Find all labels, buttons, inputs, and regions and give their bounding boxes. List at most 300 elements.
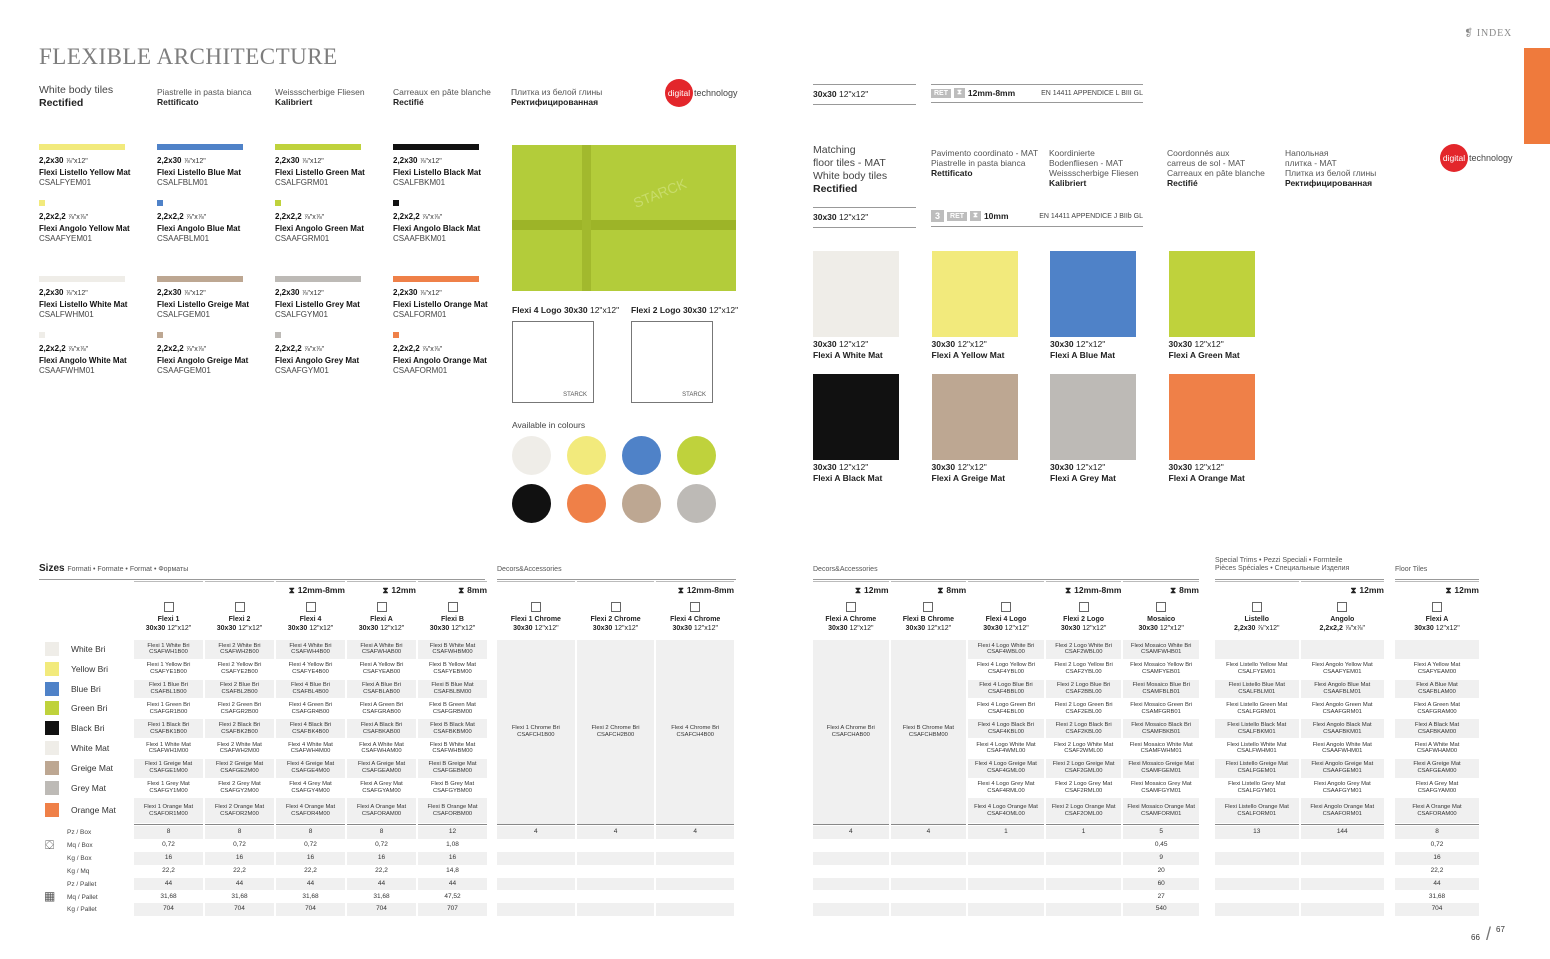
size: 30x30 bbox=[1138, 624, 1158, 632]
table-cell bbox=[1395, 660, 1479, 680]
table-cell bbox=[1123, 759, 1199, 779]
row-label bbox=[45, 682, 101, 696]
tile-name: Flexi Listello Yellow Mat bbox=[39, 167, 131, 177]
flexi2-logo-caption: Flexi 2 Logo 30x30 12"x12" bbox=[631, 305, 739, 315]
tile-name: Flexi Listello Green Mat bbox=[275, 167, 365, 177]
product-name: Flexi B Green Mat bbox=[429, 701, 476, 708]
tile-inch: ⅞"x⅞" bbox=[67, 346, 89, 353]
product-name: Flexi A Black Mat bbox=[1414, 721, 1460, 728]
stat-value: 0,72 bbox=[347, 839, 416, 852]
product-name: Flexi 4 Chrome Bri bbox=[671, 725, 720, 732]
stat-value: 8 bbox=[134, 826, 203, 839]
row-label bbox=[45, 781, 106, 795]
divider bbox=[276, 824, 345, 825]
product-code: CSAFGR4B00 bbox=[291, 708, 330, 715]
stat-value: 16 bbox=[134, 852, 203, 865]
product-name: Flexi Angolo Blue Mat bbox=[1314, 682, 1371, 689]
trim-tile bbox=[275, 200, 400, 245]
product-code: CSAFYEAB00 bbox=[362, 669, 401, 676]
product-code: CSAMFWHM01 bbox=[1140, 748, 1182, 755]
product-code: CSAFCHBM00 bbox=[908, 732, 948, 739]
table-cell bbox=[1046, 680, 1122, 700]
product-code: CSAFGY2M00 bbox=[220, 787, 259, 794]
product-name: Flexi Mosaico Grey Mat bbox=[1130, 781, 1192, 788]
stat-value bbox=[891, 891, 967, 904]
product-code: CSAF2BBL00 bbox=[1065, 688, 1102, 695]
floor-tile-caption bbox=[1169, 339, 1240, 360]
column-name: Flexi 4 Chrome bbox=[670, 616, 721, 623]
colour-circle bbox=[567, 484, 606, 523]
tile-shape-icon bbox=[611, 602, 621, 612]
stat-value bbox=[968, 878, 1044, 891]
product-name: Flexi B Orange Mat bbox=[427, 803, 478, 810]
product-name: Flexi 1 Green Bri bbox=[146, 701, 191, 708]
stat-value: 704 bbox=[1395, 903, 1479, 916]
floor-tile-caption bbox=[1169, 462, 1245, 483]
tile-name: Flexi Angolo Blue Mat bbox=[157, 223, 241, 233]
tile-inch: ⅞"x⅞" bbox=[303, 346, 325, 353]
stat-value bbox=[1215, 891, 1299, 904]
product-name: Flexi 2 Logo Black Bri bbox=[1055, 721, 1112, 728]
stat-value bbox=[968, 903, 1044, 916]
tile-name: Flexi Listello Black Mat bbox=[393, 167, 482, 177]
product-code: CSAF4OML00 bbox=[987, 810, 1025, 817]
stat-value: 4 bbox=[813, 826, 889, 839]
tile-code: CSAAFBLM01 bbox=[157, 234, 210, 243]
table-cell bbox=[1046, 798, 1122, 824]
stat-value: 20 bbox=[1123, 865, 1199, 878]
column-size bbox=[497, 625, 575, 634]
thickness-label: ⧗ 12mm-8mm bbox=[677, 585, 735, 595]
tile-inch: ⅞"x12" bbox=[301, 158, 324, 165]
row-swatch bbox=[45, 781, 59, 795]
product-code: CSAFWHAM00 bbox=[1416, 748, 1458, 755]
product-code: CSAAFGRM01 bbox=[1322, 708, 1362, 715]
tile-code: CSAAFGYM01 bbox=[275, 366, 329, 375]
table-cell bbox=[1301, 680, 1385, 700]
product-name: Flexi 2 Logo Green Bri bbox=[1054, 701, 1113, 708]
trim-tile-label bbox=[275, 288, 400, 321]
trim-tile-label bbox=[39, 156, 164, 189]
product-code: CSAFGRAB00 bbox=[362, 708, 401, 715]
stat-value: 22,2 bbox=[134, 865, 203, 878]
tile-shape-icon bbox=[1252, 602, 1262, 612]
table-cell bbox=[968, 660, 1044, 680]
divider bbox=[1215, 579, 1384, 580]
stat-value bbox=[1046, 852, 1122, 865]
column-header bbox=[1123, 602, 1199, 633]
size: 30x30 bbox=[1060, 624, 1081, 632]
trim-tile bbox=[39, 332, 164, 377]
table-cell bbox=[577, 640, 655, 824]
angolo-swatch bbox=[39, 200, 45, 206]
product-code: CSAFWH1M00 bbox=[148, 748, 189, 755]
divider bbox=[891, 824, 967, 825]
trim-tile-label bbox=[157, 156, 282, 189]
row-swatch bbox=[45, 662, 59, 676]
tile-name: Flexi A Blue Mat bbox=[1050, 349, 1116, 360]
stat-value bbox=[1301, 903, 1385, 916]
divider bbox=[656, 581, 734, 582]
product-code: CSALFGYM01 bbox=[1237, 787, 1276, 794]
tile-shape-icon bbox=[923, 602, 933, 612]
table-cell bbox=[347, 640, 416, 660]
row-label bbox=[45, 741, 109, 755]
product-code: CSAF2RML00 bbox=[1064, 787, 1103, 794]
tile-name: Flexi A Black Mat bbox=[813, 472, 883, 483]
table-cell bbox=[497, 640, 575, 824]
tile-name: Flexi A Yellow Mat bbox=[931, 349, 1005, 360]
table-cell bbox=[1395, 680, 1479, 700]
product-code: CSAFGYBM00 bbox=[433, 787, 472, 794]
column-header bbox=[418, 602, 487, 633]
stat-value: 0,72 bbox=[205, 839, 274, 852]
column-header bbox=[1215, 602, 1299, 633]
tile-size: 2,2x30 bbox=[157, 156, 182, 165]
spec-header-1: RET ⧗ 12mm-8mm EN 14411 APPENDICE L BIII GL bbox=[931, 84, 1143, 103]
divider bbox=[347, 581, 416, 582]
table-cell bbox=[276, 680, 345, 700]
table-cell bbox=[1215, 699, 1299, 719]
product-name: Flexi 2 Blue Bri bbox=[220, 682, 259, 689]
product-name: Flexi B White Mat bbox=[429, 741, 476, 748]
stat-value bbox=[968, 865, 1044, 878]
tile-name: Flexi Angolo Greige Mat bbox=[157, 355, 249, 365]
table-cell bbox=[276, 640, 345, 660]
table-cell bbox=[1395, 719, 1479, 739]
column-size bbox=[134, 625, 203, 634]
product-code: CSALFORM01 bbox=[1237, 810, 1277, 817]
table-cell bbox=[134, 660, 203, 680]
divider bbox=[656, 824, 734, 825]
product-name: Flexi Angolo Greige Mat bbox=[1311, 761, 1374, 768]
size-inch: ⅞"x⅞" bbox=[1344, 624, 1365, 632]
tile-name: Flexi Listello White Mat bbox=[39, 299, 128, 309]
product-name: Flexi A Grey Mat bbox=[1415, 781, 1459, 788]
tile-inch: ⅞"x12" bbox=[183, 158, 206, 165]
product-name: Flexi 4 Blue Bri bbox=[291, 682, 330, 689]
product-code: CSAAFWHM01 bbox=[1322, 748, 1363, 755]
product-code: CSAF2GML00 bbox=[1064, 768, 1103, 775]
product-name: Flexi Listello White Mat bbox=[1226, 741, 1287, 748]
tile-size: 30x30 bbox=[931, 339, 956, 349]
table-cell bbox=[1215, 660, 1299, 680]
product-code: CSAFGEAM00 bbox=[1417, 768, 1457, 775]
product-code: CSALFWHM01 bbox=[1236, 748, 1277, 755]
table-cell bbox=[134, 798, 203, 824]
table-cell bbox=[1301, 798, 1385, 824]
product-code: CSAFCHAB00 bbox=[831, 732, 870, 739]
column-name: Flexi 1 Chrome bbox=[510, 616, 561, 623]
tile-size: 2,2x2,2 bbox=[157, 344, 184, 353]
table-cell bbox=[1395, 699, 1479, 719]
stat-value: 16 bbox=[1395, 852, 1479, 865]
trim-tile bbox=[275, 332, 400, 377]
tile-inch: ⅞"x⅞" bbox=[303, 214, 325, 221]
product-code: CSAMFGEM01 bbox=[1141, 768, 1182, 775]
column-size bbox=[418, 625, 487, 634]
product-code: CSAFGYAM00 bbox=[1417, 787, 1457, 794]
product-code: CSAFORAM00 bbox=[361, 810, 402, 817]
tile-inch: 12"x12" bbox=[1076, 339, 1106, 349]
index-label: INDEX bbox=[1476, 28, 1512, 39]
tile-size: 2,2x2,2 bbox=[275, 212, 302, 221]
stat-value bbox=[891, 839, 967, 852]
column-size bbox=[1301, 625, 1385, 634]
table-cell bbox=[347, 719, 416, 739]
size: 30x30 bbox=[905, 624, 926, 632]
stat-value: 5 bbox=[1123, 826, 1199, 839]
floor-tile-swatch bbox=[1169, 374, 1255, 460]
floor-tile-caption bbox=[813, 339, 883, 360]
section-tab[interactable] bbox=[1524, 48, 1550, 144]
product-code: CSALFGRM01 bbox=[1237, 708, 1277, 715]
tile-name: Flexi Angolo Orange Mat bbox=[393, 355, 487, 365]
row-label-text: White Mat bbox=[71, 743, 110, 753]
trim-tile-label bbox=[393, 344, 518, 377]
trim-tile bbox=[157, 332, 282, 377]
product-name: Flexi B Yellow Mat bbox=[428, 662, 477, 669]
stat-value: 704 bbox=[276, 903, 345, 916]
product-name: Flexi 1 Yellow Bri bbox=[146, 662, 191, 669]
thickness-icon: ⧗ bbox=[1350, 585, 1357, 595]
tile-name: Flexi Angolo Black Mat bbox=[393, 223, 481, 233]
table-cell bbox=[205, 640, 274, 660]
product-code: CSAFOR2M00 bbox=[220, 810, 259, 817]
stat-value: 16 bbox=[418, 852, 487, 865]
stat-value bbox=[577, 839, 655, 852]
product-code: CSAAFBLM01 bbox=[1323, 688, 1362, 695]
product-code: CSAFGE4M00 bbox=[291, 768, 330, 775]
product-code: CSAFWH4B00 bbox=[291, 649, 330, 656]
table-cell bbox=[968, 779, 1044, 799]
thickness-label: ⧗ 12mm bbox=[1350, 585, 1384, 595]
tile-code: CSAAFGEM01 bbox=[157, 366, 211, 375]
table-cell bbox=[205, 779, 274, 799]
tile-name: Flexi A Orange Mat bbox=[1168, 472, 1245, 483]
column-size bbox=[813, 625, 889, 634]
stat-value bbox=[1301, 852, 1385, 865]
stat-value bbox=[813, 865, 889, 878]
trim-tile bbox=[275, 276, 400, 321]
product-name: Flexi B Blue Mat bbox=[431, 682, 474, 689]
colour-circle bbox=[512, 436, 551, 475]
tile-name: Flexi Listello Greige Mat bbox=[157, 299, 250, 309]
trim-tile-label bbox=[275, 156, 400, 189]
table-cell bbox=[1123, 779, 1199, 799]
product-name: Flexi 1 White Mat bbox=[146, 741, 191, 748]
listello-swatch bbox=[275, 276, 361, 282]
tile-code: CSALFORM01 bbox=[393, 310, 447, 319]
table-cell bbox=[1395, 640, 1479, 660]
stat-value: 60 bbox=[1123, 878, 1199, 891]
product-code: CSAFYE2B00 bbox=[221, 669, 258, 676]
trim-tile bbox=[393, 200, 518, 245]
table-cell bbox=[1215, 798, 1299, 824]
product-name: Flexi 4 Logo Black Bri bbox=[977, 721, 1035, 728]
floor-tile-caption bbox=[1050, 462, 1116, 483]
page-separator: / bbox=[1486, 924, 1492, 944]
stat-label: Pz / Box bbox=[67, 829, 92, 836]
tile-shape-icon bbox=[1079, 602, 1089, 612]
table-cell bbox=[1123, 719, 1199, 739]
divider bbox=[1395, 579, 1479, 580]
row-swatch bbox=[45, 803, 59, 817]
column-name: Angolo bbox=[1330, 616, 1355, 623]
column-name: Flexi A bbox=[1425, 616, 1449, 623]
divider bbox=[205, 581, 274, 582]
column-size bbox=[1395, 625, 1479, 634]
tile-code: CSAAFYEM01 bbox=[39, 234, 92, 243]
tile-size: 30x30 bbox=[813, 462, 837, 472]
tile-inch: ⅞"x12" bbox=[301, 290, 324, 297]
product-code: CSAF4YBL00 bbox=[987, 669, 1025, 676]
stat-value: 44 bbox=[347, 878, 416, 891]
divider bbox=[39, 579, 485, 580]
table-cell bbox=[418, 719, 487, 739]
table-cell bbox=[276, 798, 345, 824]
trim-tile bbox=[39, 144, 164, 189]
column-header bbox=[134, 602, 203, 633]
tile-name: Flexi Angolo Grey Mat bbox=[275, 355, 360, 365]
product-code: CSAMFWHB01 bbox=[1141, 649, 1182, 656]
decors-label-right: Decors&Accessories bbox=[813, 566, 878, 573]
table-cell bbox=[418, 779, 487, 799]
row-swatch bbox=[45, 682, 59, 696]
product-name: Flexi 1 White Bri bbox=[147, 642, 190, 649]
column-name: Flexi 2 bbox=[228, 616, 251, 623]
product-name: Flexi A Blue Mat bbox=[1416, 682, 1458, 689]
table-cell bbox=[418, 739, 487, 759]
lang-de: Weissscherbige Fliesen Kalibriert bbox=[275, 87, 365, 107]
product-name: Flexi 4 Logo Grey Mat bbox=[977, 781, 1035, 788]
product-name: Flexi 2 Logo Blue Bri bbox=[1056, 682, 1111, 689]
table-cell bbox=[276, 739, 345, 759]
divider bbox=[497, 824, 575, 825]
product-name: Flexi A Yellow Bri bbox=[359, 662, 404, 669]
stat-value bbox=[497, 852, 575, 865]
tile-shape-icon bbox=[1337, 602, 1347, 612]
product-code: CSALFBKM01 bbox=[1237, 728, 1276, 735]
divider bbox=[1395, 824, 1479, 825]
stat-value: 22,2 bbox=[1395, 865, 1479, 878]
stat-value bbox=[1215, 839, 1299, 852]
product-name: Flexi A White Mat bbox=[1414, 741, 1460, 748]
angolo-swatch bbox=[393, 200, 399, 206]
angolo-swatch bbox=[275, 332, 281, 338]
product-code: CSAFGY4M00 bbox=[291, 787, 330, 794]
row-swatch bbox=[45, 642, 59, 656]
stat-value bbox=[968, 891, 1044, 904]
size: 30x30 bbox=[513, 624, 533, 632]
product-name: Flexi A Green Bri bbox=[359, 701, 404, 708]
divider bbox=[134, 581, 203, 582]
stat-value: 31,68 bbox=[347, 891, 416, 904]
product-name: Flexi 4 Logo Orange Mat bbox=[974, 803, 1038, 810]
product-code: CSAF4RML00 bbox=[987, 787, 1025, 794]
stat-value bbox=[813, 852, 889, 865]
divider bbox=[1046, 824, 1122, 825]
tile-inch: 12"x12" bbox=[839, 339, 869, 349]
tile-name: Flexi A Green Mat bbox=[1168, 349, 1240, 360]
row-label-text: Orange Mat bbox=[71, 805, 116, 816]
floor-tiles-label: Floor Tiles bbox=[1395, 566, 1428, 573]
sizes-heading: Sizes Formati • Formate • Format • Форматы bbox=[39, 563, 189, 574]
product-name: Flexi Listello Orange Mat bbox=[1224, 803, 1289, 810]
table-cell bbox=[347, 798, 416, 824]
product-name: Flexi Mosaico Yellow Bri bbox=[1130, 662, 1193, 669]
product-name: Flexi 4 Logo Yellow Bri bbox=[976, 662, 1036, 669]
table-cell bbox=[134, 719, 203, 739]
product-code: CSAFBK4B00 bbox=[292, 728, 329, 735]
lang-fr-right: Coordonnés aux carreus de sol - MAT Carreaux en pâte blanche Rectifié bbox=[1167, 148, 1265, 188]
listello-swatch bbox=[39, 276, 125, 282]
table-cell bbox=[347, 699, 416, 719]
index-link[interactable] bbox=[1464, 28, 1512, 39]
lang-de-right: Koordinierte Bodenfliesen - MAT Weissscherbige Fliesen Kalibriert bbox=[1049, 148, 1139, 188]
table-cell bbox=[276, 779, 345, 799]
column-size bbox=[1046, 625, 1122, 634]
product-code: CSAF4KBL00 bbox=[987, 728, 1025, 735]
product-name: Flexi A Orange Mat bbox=[356, 803, 407, 810]
stat-value bbox=[1215, 852, 1299, 865]
product-code: CSAF2KBL00 bbox=[1065, 728, 1102, 735]
product-name: Flexi 2 Logo Grey Mat bbox=[1055, 781, 1113, 788]
table-cell bbox=[968, 798, 1044, 824]
table-cell bbox=[205, 680, 274, 700]
size-inch: 12"x12" bbox=[1082, 624, 1107, 632]
row-label-text: Grey Mat bbox=[71, 782, 106, 793]
product-code: CSAFCH1B00 bbox=[517, 732, 555, 739]
stat-value: 27 bbox=[1123, 891, 1199, 904]
stat-label: Mq / Pallet bbox=[67, 893, 98, 901]
product-name: Flexi 4 Greige Mat bbox=[286, 761, 335, 768]
table-cell bbox=[1395, 798, 1479, 824]
table-cell bbox=[1215, 719, 1299, 739]
divider bbox=[1215, 824, 1299, 825]
stat-value: 44 bbox=[1395, 878, 1479, 891]
stat-value bbox=[656, 852, 734, 865]
row-label-text: Green Bri bbox=[71, 703, 108, 714]
product-code: CSAFWHBM00 bbox=[432, 748, 473, 755]
column-name: Flexi A bbox=[370, 616, 393, 623]
column-header bbox=[205, 602, 274, 633]
stat-label: Mq / Box bbox=[67, 841, 93, 849]
table-cell bbox=[1301, 739, 1385, 759]
trim-tile bbox=[39, 276, 164, 321]
column-name: Flexi B bbox=[441, 616, 464, 623]
product-name: Flexi B Grey Mat bbox=[430, 781, 475, 788]
product-code: CSAFGE1M00 bbox=[149, 768, 188, 775]
product-code: CSAFWHAM00 bbox=[361, 748, 402, 755]
divider bbox=[577, 581, 655, 582]
stat-value bbox=[1301, 878, 1385, 891]
trim-tile-label bbox=[157, 288, 282, 321]
stat-value: 707 bbox=[418, 903, 487, 916]
tile-size: 2,2x30 bbox=[157, 288, 182, 297]
size-inch: 12"x12" bbox=[1435, 624, 1460, 632]
trim-tile bbox=[275, 144, 400, 189]
colour-circle bbox=[677, 484, 716, 523]
divider bbox=[418, 824, 487, 825]
product-name: Flexi 2 Greige Mat bbox=[215, 761, 264, 768]
lang-fr: Carreaux en pâte blanche Rectifié bbox=[393, 87, 491, 107]
tile-shape-icon bbox=[235, 602, 245, 612]
product-code: CSAFWH1B00 bbox=[149, 649, 188, 656]
product-name: Flexi A Chrome Bri bbox=[826, 725, 875, 732]
table-cell bbox=[1215, 779, 1299, 799]
divider bbox=[1395, 581, 1479, 582]
